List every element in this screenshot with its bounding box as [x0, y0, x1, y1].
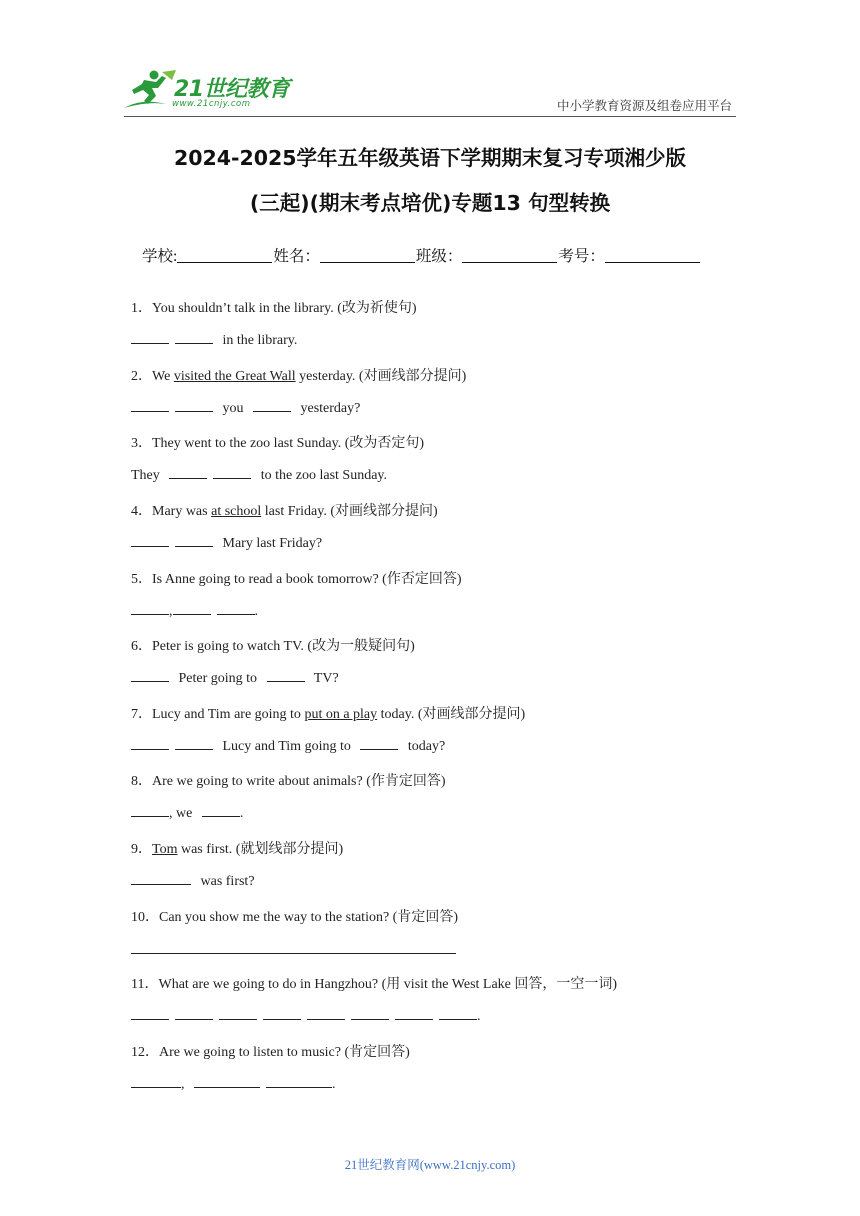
blank[interactable] — [169, 466, 207, 479]
blank[interactable] — [131, 804, 169, 817]
blank[interactable] — [131, 872, 191, 885]
blank[interactable] — [213, 466, 251, 479]
name-blank[interactable] — [320, 246, 415, 263]
student-info — [142, 244, 701, 266]
answer-7: Lucy and Tim going to today? — [131, 737, 445, 755]
title-line-2: (三起)(期末考点培优)专题13 句型转换 — [249, 191, 611, 215]
question-5: 5．Is Anne going to read a book tomorrow? (作否定回答) — [131, 572, 462, 587]
question-8: 8．Are we going to write about animals? (作肯定回答) — [131, 774, 446, 789]
class-label: 班级： — [415, 248, 463, 265]
header-rule — [124, 116, 736, 117]
logo-text: 21世纪教育 — [174, 77, 290, 102]
blank[interactable] — [217, 602, 255, 615]
name-label: 姓名： — [273, 248, 320, 265]
answer-5: , . — [131, 602, 258, 620]
blank[interactable] — [131, 399, 169, 412]
answer-12: , . — [131, 1075, 336, 1093]
underlined-phrase: at school — [211, 504, 262, 519]
question-11: 11．What are we going to do in Hangzhou? (用 visit the West Lake 回答，一空一词) — [131, 977, 618, 992]
footer-link[interactable]: 21世纪教育网(www.21cnjy.com) — [344, 1158, 516, 1172]
answer-4: Mary last Friday? — [131, 534, 322, 552]
school-label: 学校: — [142, 248, 178, 265]
question-10: 10．Can you show me the way to the station? (肯定回答) — [131, 910, 459, 925]
platform-tagline: 中小学教育资源及组卷应用平台 — [556, 99, 732, 113]
title-line-1: 2024-2025学年五年级英语下学期期末复习专项湘少版 — [173, 146, 687, 170]
answer-3: They to the zoo last Sunday. — [131, 468, 388, 483]
question-12: 12．Are we going to listen to music? (肯定回答) — [131, 1045, 410, 1060]
blank[interactable] — [131, 1007, 169, 1020]
question-2: 2．We visited the Great Wall yesterday. (对画线部分提问) — [131, 369, 467, 384]
blank[interactable] — [131, 331, 169, 344]
blank[interactable] — [175, 331, 213, 344]
number-label: 考号： — [558, 248, 605, 265]
blank[interactable] — [202, 804, 240, 817]
answer-9: was first? — [131, 872, 255, 890]
answer-1: in the library. — [131, 331, 297, 349]
blank[interactable] — [131, 669, 169, 682]
underlined-phrase: put on a play — [304, 707, 378, 722]
number-blank[interactable] — [605, 246, 700, 263]
answer-11: . — [131, 1007, 481, 1025]
logo-url: www.21cnjy.com — [172, 99, 251, 109]
blank[interactable] — [131, 1075, 181, 1088]
blank[interactable] — [263, 1007, 301, 1020]
blank[interactable] — [175, 534, 213, 547]
blank[interactable] — [395, 1007, 433, 1020]
blank[interactable] — [131, 737, 169, 750]
blank[interactable] — [175, 737, 213, 750]
question-6: 6．Peter is going to watch TV. (改为一般疑问句) — [131, 639, 415, 654]
blank[interactable] — [351, 1007, 389, 1020]
blank[interactable] — [267, 669, 305, 682]
blank[interactable] — [219, 1007, 257, 1020]
underlined-phrase: visited the Great Wall — [173, 369, 296, 384]
blank[interactable] — [175, 399, 213, 412]
question-7: 7．Lucy and Tim are going to put on a play today. (对画线部分提问) — [131, 707, 526, 722]
class-blank[interactable] — [462, 246, 557, 263]
answer-6: Peter going to TV? — [131, 669, 339, 687]
answer-8: , we . — [131, 804, 243, 822]
blank[interactable] — [360, 737, 398, 750]
blank[interactable] — [194, 1075, 260, 1088]
blank[interactable] — [307, 1007, 345, 1020]
underlined-phrase: Tom — [152, 842, 178, 857]
blank[interactable] — [175, 1007, 213, 1020]
blank[interactable] — [439, 1007, 477, 1020]
blank[interactable] — [266, 1075, 332, 1088]
question-3: 3．They went to the zoo last Sunday. (改为否定句) — [131, 436, 425, 451]
page-header — [0, 0, 860, 120]
answer-10-line[interactable] — [131, 953, 456, 954]
school-blank[interactable] — [177, 246, 272, 263]
answer-2: you yesterday? — [131, 399, 360, 417]
blank[interactable] — [253, 399, 291, 412]
logo — [122, 68, 292, 114]
question-1: 1．You shouldn’t talk in the library. (改为祈使句) — [131, 301, 417, 316]
question-9: 9．Tom was first. (就划线部分提问) — [131, 842, 344, 857]
blank[interactable] — [173, 602, 211, 615]
blank[interactable] — [131, 602, 169, 615]
blank[interactable] — [131, 534, 169, 547]
question-4: 4．Mary was at school last Friday. (对画线部分提问) — [131, 504, 438, 519]
